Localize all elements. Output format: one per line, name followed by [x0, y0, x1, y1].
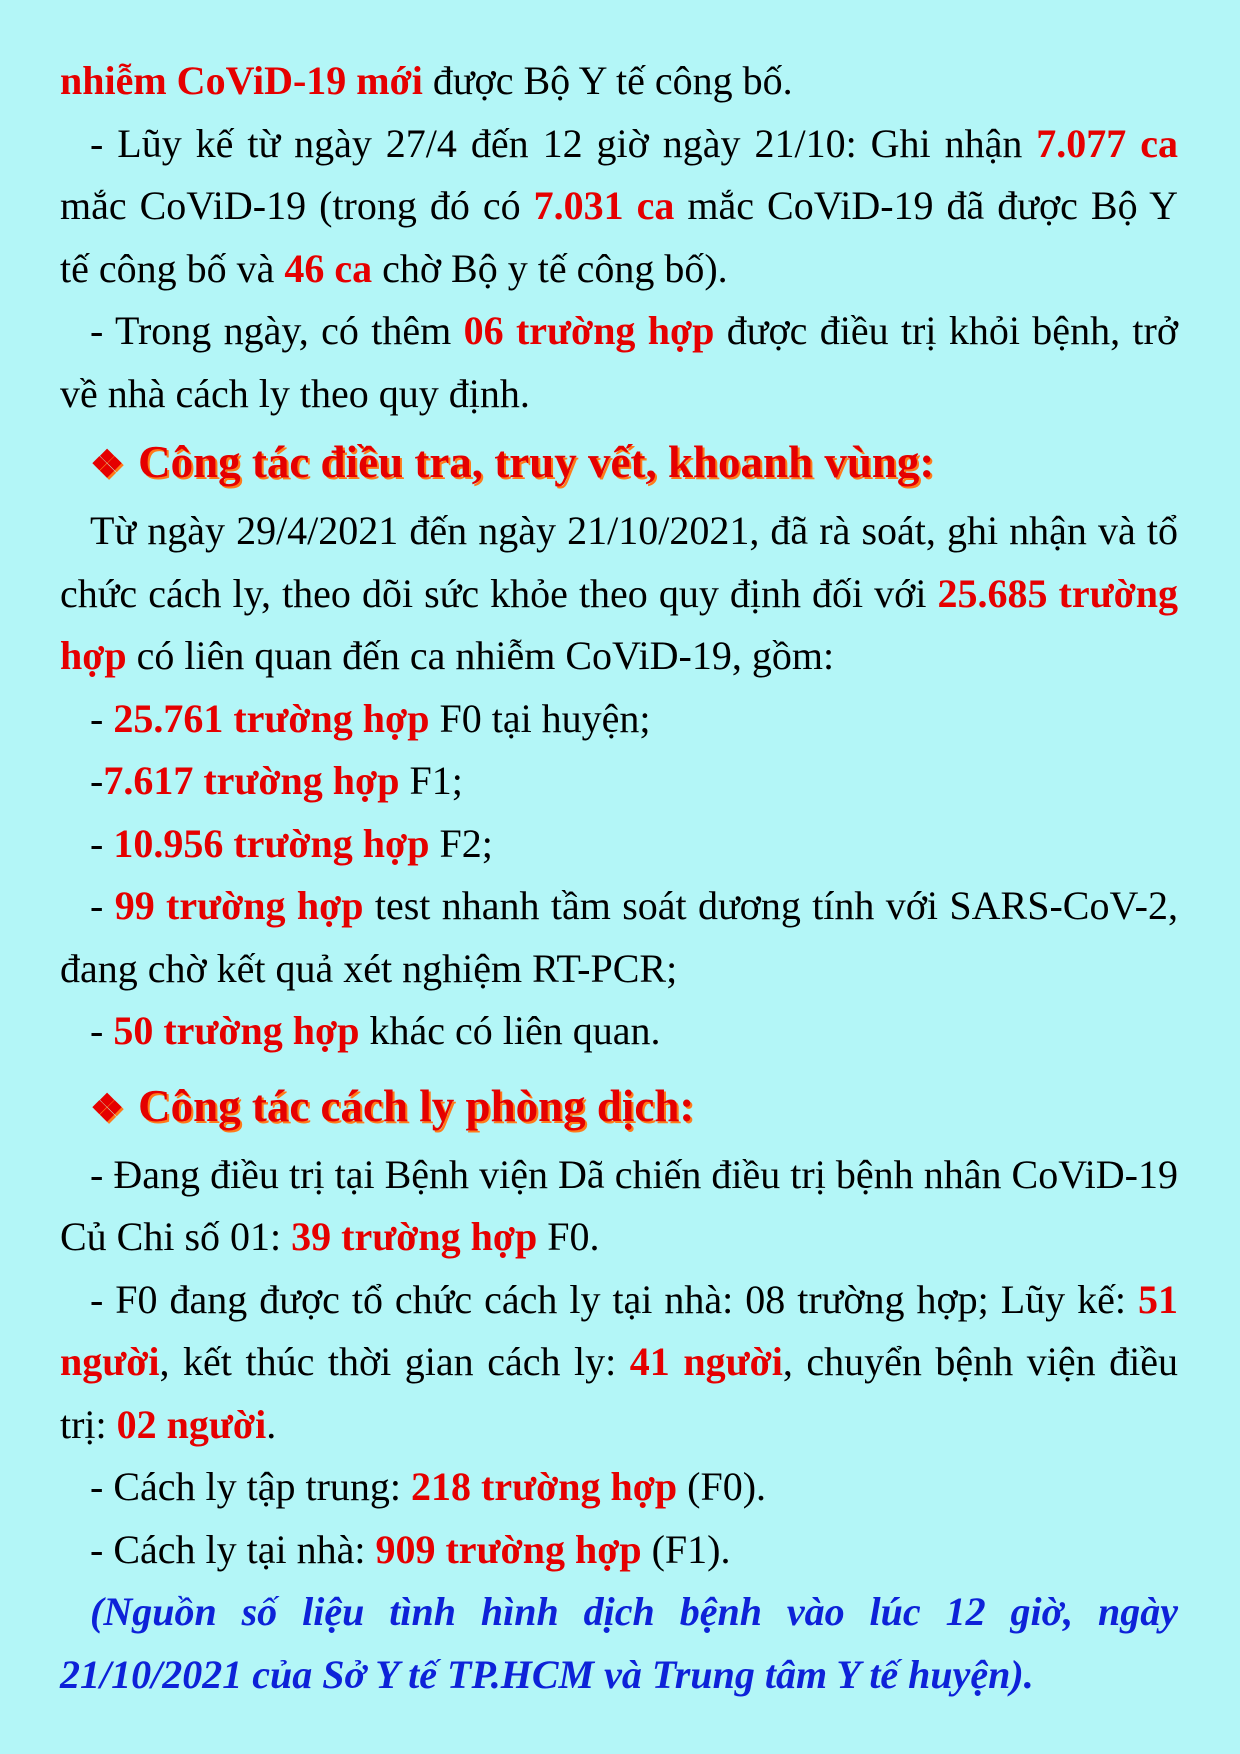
- paragraph-field-hospital: [60, 1144, 1178, 1269]
- body-text: , kết thúc thời gian cách ly:: [159, 1339, 630, 1384]
- highlight-text: 46 ca: [284, 245, 373, 291]
- highlight-text: 02 người: [116, 1401, 267, 1447]
- paragraph-home-isolation-f0: [60, 1269, 1178, 1457]
- body-text: .: [266, 1401, 277, 1447]
- body-text: - Trong ngày, có thêm: [90, 308, 464, 353]
- body-text: khác có liên quan.: [359, 1008, 661, 1053]
- body-text: - F0 đang được tổ chức cách ly tại nhà: 08 trường hợp; Lũy kế:: [90, 1276, 1138, 1322]
- paragraph-cumulative-cases: [60, 113, 1178, 301]
- body-text: -: [90, 1008, 114, 1053]
- list-item-f2: [60, 813, 1178, 876]
- section-heading-text: Công tác cách ly phòng dịch:: [138, 1080, 695, 1131]
- body-text: được điều trị khỏi bệnh, trở về nhà cách ly theo quy định.: [60, 308, 1179, 416]
- paragraph-centralized-isolation: [60, 1456, 1178, 1519]
- highlight-text: 99 trường hợp: [114, 883, 364, 928]
- body-text: F0.: [537, 1214, 600, 1259]
- diamond-ornament-icon: ❖: [90, 444, 125, 486]
- body-text: , chuyển bệnh viện điều trị:: [60, 1339, 1179, 1447]
- highlight-text: 39 trường hợp: [291, 1214, 538, 1259]
- body-text: -: [90, 883, 115, 928]
- body-text: F2;: [429, 820, 493, 866]
- body-text: mắc CoViD-19 đã được Bộ Y tế công bố và: [60, 183, 1178, 291]
- highlight-text: 7.617 trường hợp: [103, 758, 400, 803]
- highlight-text: 7.031 ca: [533, 183, 675, 228]
- highlight-text: 51 người: [60, 1276, 1178, 1384]
- body-text: F0 tại huyện;: [429, 695, 651, 741]
- highlight-text: 25.761 trường hợp: [113, 695, 430, 741]
- body-text: - Đang điều trị tại Bệnh viện Dã chiến điều trị bệnh nhân CoViD-19 Củ Chi số 01:: [60, 1151, 1178, 1259]
- highlight-text: 50 trường hợp: [113, 1008, 360, 1053]
- list-item-rapid-test: [60, 875, 1178, 1000]
- highlight-text: 10.956 trường hợp: [113, 820, 430, 866]
- body-text: -: [90, 695, 114, 741]
- paragraph-tracing-summary: [60, 500, 1178, 688]
- data-source-note: (Nguồn số liệu tình hình dịch bệnh vào lúc 12 giờ, ngày 21/10/2021 của Sở Y tế TP.HCM và Trung tâm Y tế huyện).: [60, 1589, 1178, 1697]
- section-heading-tracing: [60, 427, 1178, 500]
- highlight-text: 909 trường hợp: [375, 1526, 642, 1572]
- body-text: - Lũy kế từ ngày 27/4 đến 12 giờ ngày 21/10: Ghi nhận: [90, 120, 1037, 166]
- highlight-text: 25.685 trường hợp: [60, 570, 1178, 678]
- diamond-ornament-icon: ❖: [90, 1087, 125, 1130]
- highlight-text: 41 người: [629, 1339, 783, 1384]
- paragraph-home-isolation-f1: [60, 1519, 1178, 1582]
- body-text: được Bộ Y tế công bố.: [422, 58, 793, 103]
- body-text: Từ ngày 29/4/2021 đến ngày 21/10/2021, đã rà soát, ghi nhận và tổ chức cách ly, theo dõi sức khỏe theo quy định đối với: [60, 508, 1178, 616]
- body-text: - Cách ly tập trung:: [90, 1464, 412, 1509]
- body-text: chờ Bộ y tế công bố).: [372, 245, 728, 291]
- body-text: (F1).: [641, 1526, 731, 1572]
- body-text: mắc CoViD-19 (trong đó có: [60, 183, 534, 228]
- body-text: test nhanh tầm soát dương tính với SARS-CoV-2, đang chờ kết quả xét nghiệm RT-PCR;: [60, 883, 1178, 991]
- highlight-text: nhiễm CoViD-19 mới: [60, 58, 423, 103]
- list-item-f0: [60, 688, 1178, 751]
- section-heading-isolation: [60, 1071, 1178, 1144]
- highlight-text: 06 trường hợp: [463, 308, 715, 353]
- body-text: -: [90, 820, 114, 866]
- list-item-f1: [60, 750, 1178, 813]
- body-text: -: [90, 758, 104, 803]
- highlight-text: 218 trường hợp: [411, 1464, 678, 1509]
- body-text: (F0).: [677, 1464, 767, 1509]
- highlight-text: 7.077 ca: [1036, 120, 1179, 166]
- list-item-other: [60, 1000, 1178, 1063]
- paragraph-recovered: [60, 300, 1178, 425]
- body-text: - Cách ly tại nhà:: [90, 1526, 376, 1572]
- body-text: F1;: [399, 758, 463, 803]
- paragraph-new-cases-continued: [60, 50, 1178, 113]
- body-text: có liên quan đến ca nhiễm CoViD-19, gồm:: [126, 633, 835, 678]
- section-heading-text: Công tác điều tra, truy vết, khoanh vùng:: [138, 437, 935, 487]
